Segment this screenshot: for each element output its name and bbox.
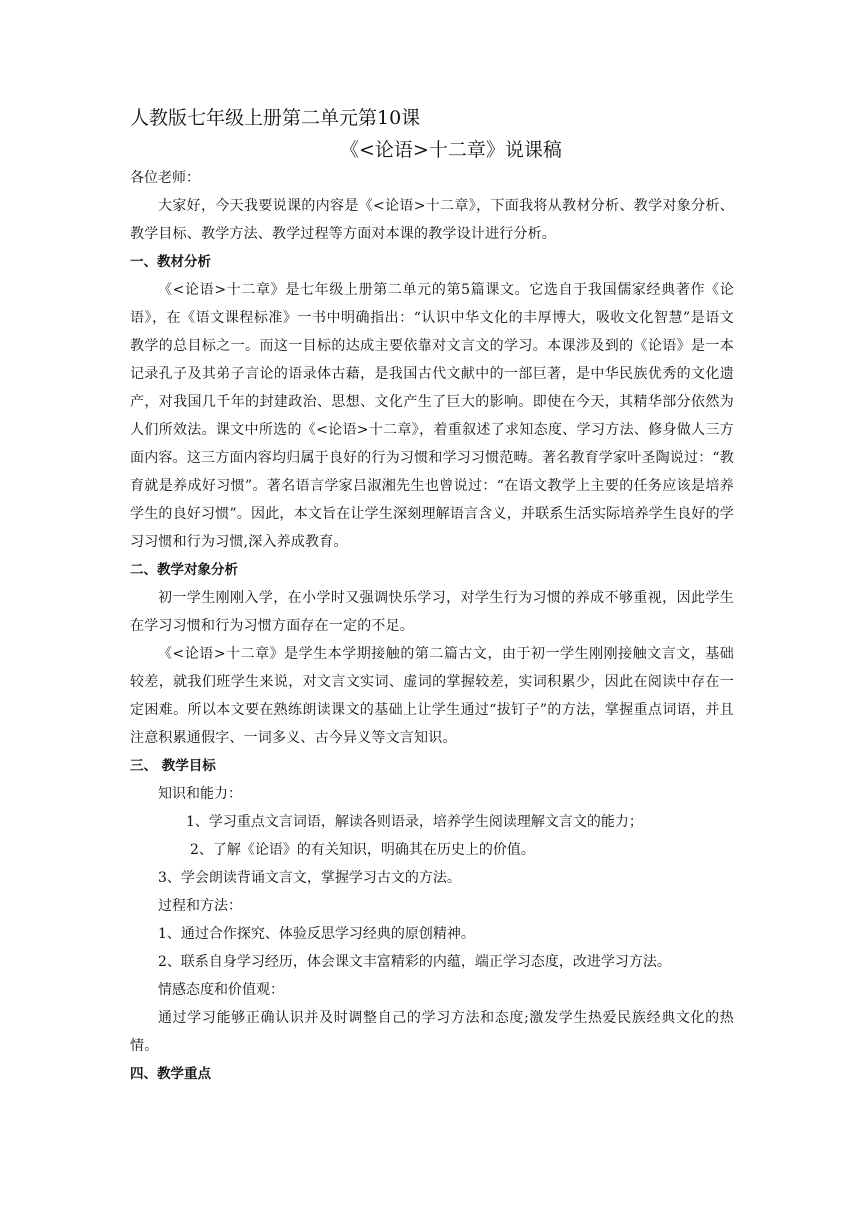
section-heading-teaching-goals: 三、 教学目标 [130,758,216,774]
goal-knowledge-item-3: 3、学会朗读背诵文言文，掌握学习古文的方法。 [158,870,461,886]
textbook-analysis-paragraph: 《<论语>十二章》是七年级上册第二单元的第5篇课文。它选自于我国儒家经典著作《论语》，在《语文课程标准》一书中明确指出：“认识中华文化的丰厚博大，吸收文化智慧”是语文教学的总目标之一。而这一目标的达成主要依靠对文言文的学习。本课涉及到的《论语》是一本记录孔子及其弟子言论的语录体古藉，是我国古代文献中的一部巨著，是中华民族优秀的文化遗产，对我国几千年的封建政治、思想、文化产生了巨大的影响。即使在今天，其精华部分依然为人们所效法。课文中所选的《<论语>十二章》，着重叙述了求知态度、学习方法、修身做人三方面内容。这三方面内容均归属于良好的行为习惯和学习习惯范畴。著名教育学家叶圣陶说过：“教育就是养成好习惯”。著名语言学家吕淑湘先生也曾说过：“在语文教学上主要的任务应该是培养学生的良好习惯”。因此，本文旨在让学生深刻理解语言含义，并联系生活实际培养学生良好的学习习惯和行为习惯,深入养成教育。 [130,282,734,550]
goal-subheading-knowledge: 知识和能力： [158,786,242,802]
goal-subheading-emotion: 情感态度和价值观： [158,982,284,998]
section-heading-teaching-focus: 四、教学重点 [130,1066,211,1082]
goal-knowledge-item-1: 1、学习重点文言词语，解读各则语录，培养学生阅读理解文言文的能力； [186,814,643,830]
goal-process-item-2: 2、联系自身学习经历，体会课文丰富精彩的内蕴，端正学习态度，改进学习方法。 [158,954,671,970]
section-heading-textbook-analysis: 一、教材分析 [130,254,211,270]
document-title: 《<论语>十二章》说课稿 [340,139,562,161]
student-analysis-paragraph-1: 初一学生刚刚入学，在小学时又强调快乐学习，对学生行为习惯的养成不够重视，因此学生在学习习惯和行为习惯方面存在一定的不足。 [130,590,734,634]
document-header: 人教版七年级上册第二单元第10课 [130,107,421,129]
goal-emotion-paragraph: 通过学习能够正确认识并及时调整自己的学习方法和态度;激发学生热爱民族经典文化的热情。 [130,1010,734,1054]
section-heading-student-analysis: 二、教学对象分析 [130,562,238,578]
goal-process-item-1: 1、通过合作探究、体验反思学习经典的原创精神。 [158,926,475,942]
goal-knowledge-item-2: 2、了解《论语》的有关知识，明确其在历史上的价值。 [190,842,535,858]
student-analysis-paragraph-2: 《<论语>十二章》是学生本学期接触的第二篇古文，由于初一学生刚刚接触文言文，基础较差，就我们班学生来说，对文言文实词、虚词的掌握较差，实词积累少，因此在阅读中存在一定困难。所以本文要在熟练朗读课文的基础上让学生通过“拔钉子”的方法，掌握重点词语，并且注意积累通假字、一词多义、古今异义等文言知识。 [130,646,734,746]
intro-paragraph: 大家好，今天我要说课的内容是《<论语>十二章》，下面我将从教材分析、教学对象分析、教学目标、教学方法、教学过程等方面对本课的教学设计进行分析。 [130,198,734,242]
goal-subheading-process: 过程和方法： [158,898,242,914]
greeting: 各位老师： [130,170,200,186]
